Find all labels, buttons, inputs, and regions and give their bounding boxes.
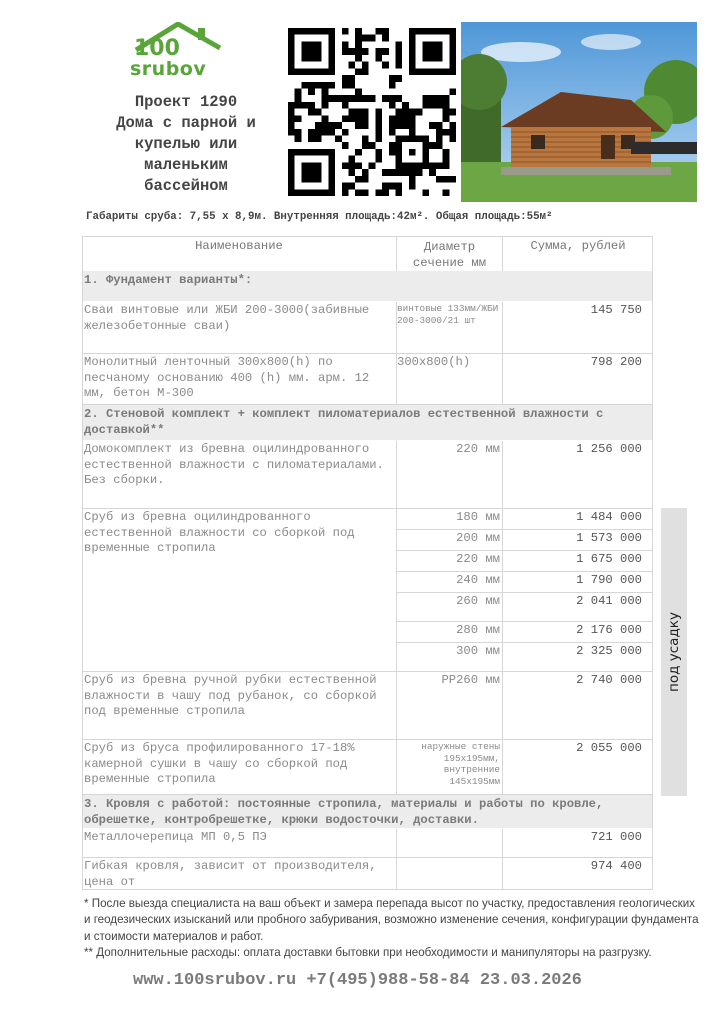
header-sum: Сумма, рублей	[530, 239, 626, 253]
logo-text: srubov	[130, 58, 207, 80]
table-row: Гибкая кровля, зависит от производителя, цена от 974 400	[82, 858, 653, 890]
variant-row: 200 мм 1 573 000	[396, 530, 653, 551]
variant-row: 240 мм 1 790 000	[396, 572, 653, 593]
section-roof: 3. Кровля с работой: постоянные стропила, материалы и работы по кровле, обрешетке, контробрешетке, крюки водосточки, доставки.	[82, 795, 653, 828]
section-foundation: 1. Фундамент варианты*:	[82, 271, 653, 301]
dimensions-line: Габариты сруба: 7,55 х 8,9м. Внутренняя площадь:42м². Общая площадь:55м²	[86, 211, 553, 223]
project-title: Проект 1290 Дома с парной и купелью или маленьким бассейном	[116, 93, 256, 195]
header-name: Наименование	[195, 239, 283, 253]
table-row: Сруб из бревна оцилиндрованного естественной влажности со сборкой под временные стропила	[82, 509, 653, 672]
table-row: Сруб из бруса профилированного 17-18% камерной сушки в чашу со сборкой под временные стропила наружные стены 195х195мм, внутренние 145х195мм 2 055 000	[82, 740, 653, 795]
variant-row: 220 мм 1 675 000	[396, 551, 653, 572]
variant-row: 300 мм 2 325 000	[396, 643, 653, 672]
header-diameter: Диаметр сечение мм	[412, 240, 487, 270]
footnote-2: ** Дополнительные расходы: оплата доставки бытовки при необходимости и манипуляторы на разгрузку.	[84, 946, 652, 960]
footnotes	[84, 896, 704, 962]
table-row: Сруб из бревна ручной рубки естественной влажности в чашу под рубанок, со сборкой под временные стропила РР260 мм 2 740 000	[82, 672, 653, 740]
qr-code	[288, 27, 456, 197]
table-row: Домокомплект из бревна оцилиндрованного естественной влажности с пиломатериалами. Без сборки. 220 мм 1 256 000	[82, 441, 653, 509]
shrinkage-label: под усадку	[661, 508, 687, 796]
variant-row: 280 мм 2 176 000	[396, 622, 653, 643]
table-header	[82, 236, 653, 272]
logo-number: 100	[134, 36, 180, 61]
table-row: Монолитный ленточный 300х800(h) по песчаному основанию 400 (h) мм. арм. 12 мм, бетон М-300 300х800(h) 798 200	[82, 354, 653, 405]
house-photo	[461, 22, 697, 202]
table-row: Сваи винтовые или ЖБИ 200-3000(забивные железобетонные сваи) винтовые 133мм/ЖБИ 200-3000/21 шт 145 750	[82, 302, 653, 354]
variant-row: 260 мм 2 041 000	[396, 593, 653, 622]
section-walls: 2. Стеновой комплект + комплект пиломатериалов естественной влажности с доставкой**	[82, 405, 653, 440]
table-row: Металлочерепица МП 0,5 ПЭ 721 000	[82, 829, 653, 858]
contact-footer: www.100srubov.ru +7(495)988-58-84 23.03.2026	[133, 971, 582, 990]
variant-row: 180 мм 1 484 000	[396, 509, 653, 530]
footnote-1: * После выезда специалиста на ваш объект и замера перепада высот по участку, предоставления геологических и геодезических изысканий или пробного забуривания, возможно изменение сечения, конфигурации фундамента и стоимости материалов и работ.	[84, 897, 699, 943]
company-logo	[128, 22, 224, 80]
